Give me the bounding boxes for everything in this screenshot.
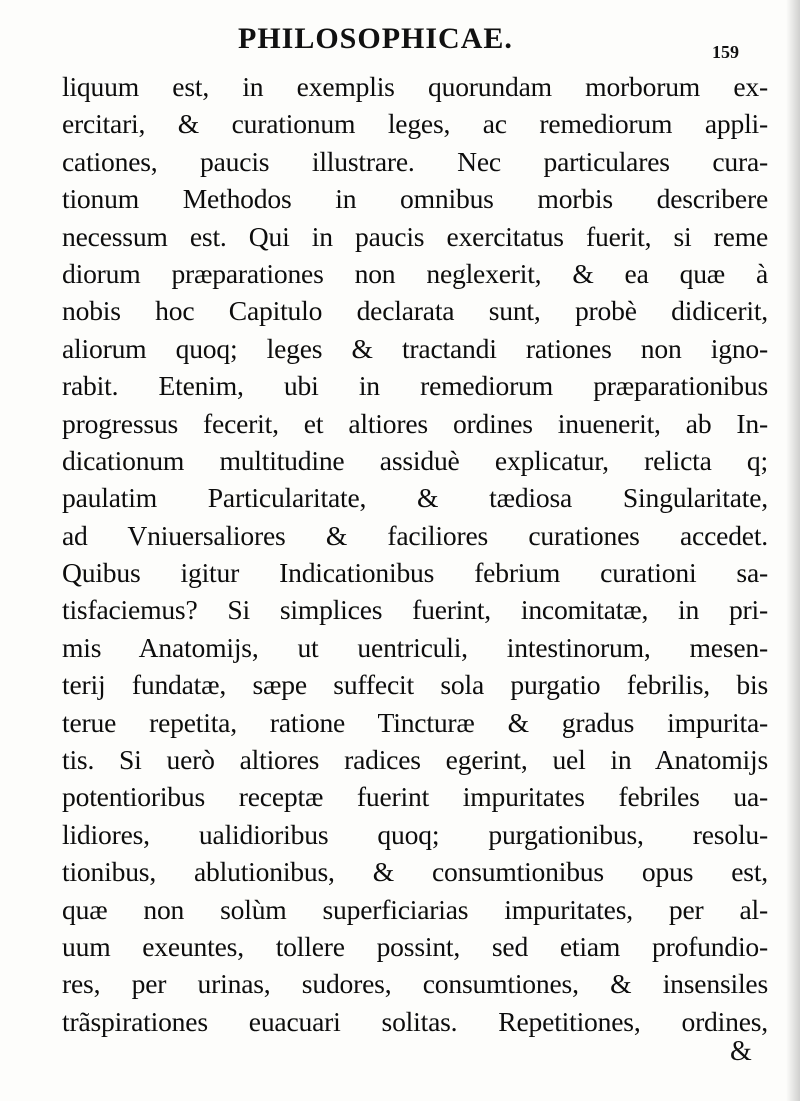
text-line: tisfaciemus? Si simplices fuerint, incomitatæ, in pri- [62,594,768,626]
body-text [62,68,768,1040]
text-line: necessum est. Qui in paucis exercitatus fuerit, si reme [62,220,768,252]
text-line: mis Anatomijs, ut uentriculi, intestinorum, mesen- [62,631,768,663]
text-line: progressus fecerit, et altiores ordines inuenerit, ab In- [62,407,768,439]
text-line: aliorum quoq; leges & tractandi rationes non igno- [62,332,768,364]
catchword: & [730,1036,752,1067]
text-line: trãspirationes euacuari solitas. Repetitiones, ordines, [62,1005,768,1037]
text-line: liquum est, in exemplis quorundam morborum ex- [62,71,768,102]
text-line: res, per urinas, sudores, consumtiones, & insensiles [62,968,768,1000]
text-line: Quibus igitur Indicationibus febrium curationi sa- [62,557,768,589]
text-line: paulatim Particularitate, & tædiosa Singularitate, [62,482,768,514]
running-head: PHILOSOPHICAE. [238,22,513,55]
text-line: cationes, paucis illustrare. Nec particulares cura- [62,145,768,177]
text-line: diorum præparationes non neglexerit, & ea quæ à [62,257,768,289]
page-number: 159 [712,42,739,62]
text-line: dicationum multitudine assiduè explicatur, relicta q; [62,444,768,476]
page-edge-shadow [786,0,800,1101]
text-line: tionum Methodos in omnibus morbis describere [62,183,768,215]
text-line: potentioribus receptæ fuerint impuritates febriles ua- [62,781,768,813]
text-line: terij fundatæ, sæpe suffecit sola purgatio febrilis, bis [62,669,768,701]
text-line: tionibus, ablutionibus, & consumtionibus opus est, [62,856,768,888]
text-line: tis. Si uerò altiores radices egerint, uel in Anatomijs [62,744,768,776]
text-line: ercitari, & curationum leges, ac remediorum appli- [62,108,768,140]
text-line: uum exeuntes, tollere possint, sed etiam profundio- [62,930,768,962]
text-line: lidiores, ualidioribus quoq; purgationibus, resolu- [62,818,768,850]
text-line: rabit. Etenim, ubi in remediorum præparationibus [62,370,768,402]
text-line: quæ non solùm superficiarias impuritates, per al- [62,893,768,925]
text-line: nobis hoc Capitulo declarata sunt, probè didicerit, [62,295,768,327]
text-line: terue repetita, ratione Tincturæ & gradus impurita- [62,706,768,738]
text-line: ad Vniuersaliores & faciliores curationes accedet. [62,519,768,551]
